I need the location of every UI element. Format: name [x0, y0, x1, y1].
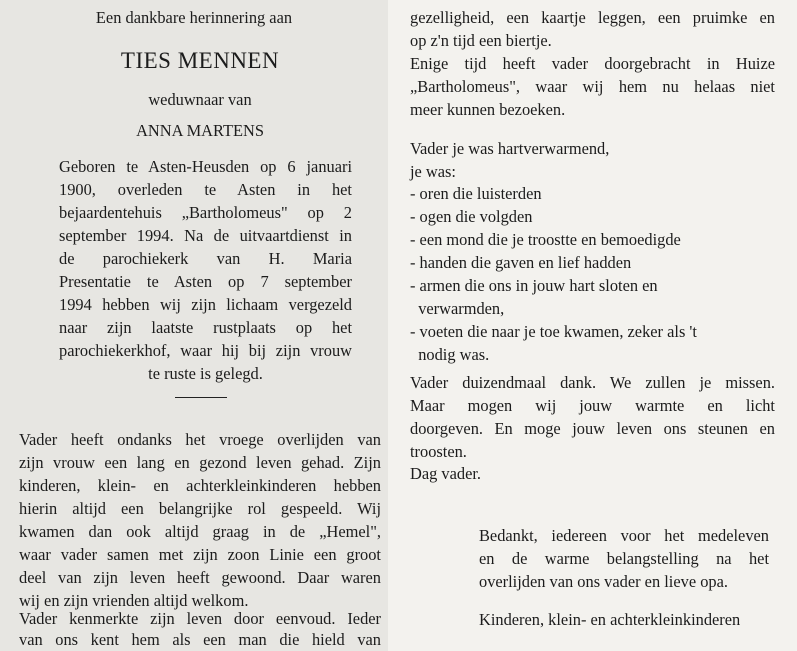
- signature-line: Kinderen, klein- en achterkleinkinderen: [479, 610, 741, 629]
- story-line: waar vader samen met zijn zoon Linie een groot: [19, 545, 381, 564]
- bio-line: te ruste is gelegd.: [148, 364, 263, 383]
- closing-line: overlijden van ons vader en lieve opa.: [479, 572, 728, 591]
- bio-line: bejaardentehuis „Bartholomeus" op 2: [59, 203, 352, 222]
- story-line: deel van zijn leven heeft gewoond. Daar waren: [19, 568, 381, 587]
- continued-line: gezelligheid, een kaartje leggen, een pruimke en: [410, 8, 775, 27]
- continued-line: Enige tijd heeft vader doorgebracht in Huize: [410, 54, 775, 73]
- deceased-name: TIES MENNEN: [120, 48, 280, 73]
- story-line: Vader heeft ondanks het vroege overlijden van: [19, 430, 381, 449]
- poem-line: - een mond die je troostte en bemoedigde: [410, 230, 681, 249]
- story-line: kinderen, klein- en achterkleinkinderen hebben: [19, 476, 381, 495]
- poem-line: - ogen die volgden: [410, 207, 533, 226]
- bio-line: Geboren te Asten-Heusden op 6 januari: [59, 157, 352, 176]
- bio-line: september 1994. Na de uitvaartdienst in: [59, 226, 352, 245]
- poem-line: - armen die ons in jouw hart sloten en: [410, 276, 658, 295]
- story-line: hierin altijd een belangrijke rol gespeeld. Wij: [19, 499, 381, 518]
- poem-line: Vader je was hartverwarmend,: [410, 139, 610, 158]
- bio-line: 1900, overleden te Asten in het: [59, 180, 352, 199]
- continued-line: meer kunnen bezoeken.: [410, 100, 566, 119]
- bio-line: naar zijn laatste rustplaats op het: [59, 318, 352, 337]
- closing-line: Bedankt, iedereen voor het medeleven: [479, 526, 769, 545]
- spouse-name: ANNA MARTENS: [136, 121, 264, 140]
- thanks-line: Vader duizendmaal dank. We zullen je missen.: [410, 373, 775, 392]
- closing-line: en de warme belangstelling na het: [479, 549, 769, 568]
- poem-line: - oren die luisterden: [410, 184, 542, 203]
- thanks-line: Dag vader.: [410, 464, 481, 483]
- thanks-line: troosten.: [410, 442, 467, 461]
- bio-line: parochiekerkhof, waar hij bij zijn vrouw: [59, 341, 352, 360]
- story-line: zijn vrouw een lang en gezond leven gehad. Zijn: [19, 453, 381, 472]
- left-column: [0, 0, 388, 651]
- poem-line: - voeten die naar je toe kwamen, zeker als 't: [410, 322, 697, 341]
- poem-line: nodig was.: [410, 345, 490, 364]
- poem-line: verwarmden,: [410, 299, 505, 318]
- thanks-line: Maar mogen wij jouw warmte en licht: [410, 396, 775, 415]
- continued-line: op z'n tijd een biertje.: [410, 31, 552, 50]
- separator-rule: [175, 397, 227, 398]
- right-column: [388, 0, 797, 651]
- thanks-line: doorgeven. En moge jouw leven ons steunen en: [410, 419, 775, 438]
- bio-line: de parochiekerk van H. Maria: [59, 249, 352, 268]
- continued-line: „Bartholomeus", waar wij hem nu helaas niet: [410, 77, 775, 96]
- intro-line: Een dankbare herinnering aan: [95, 8, 293, 27]
- widower-of-line: weduwnaar van: [148, 90, 252, 109]
- poem-line: - handen die gaven en lief hadden: [410, 253, 632, 272]
- story-line: van ons kent hem als een man die hield van: [19, 630, 381, 649]
- poem-line: je was:: [410, 162, 456, 181]
- bio-line: 1994 hebben wij zijn lichaam vergezeld: [59, 295, 352, 314]
- story-line: Vader kenmerkte zijn leven door eenvoud. Ieder: [19, 609, 381, 628]
- story-line: wij en zijn vrienden altijd welkom.: [19, 591, 249, 610]
- story-line: kwamen dan ook altijd graag in de „Hemel",: [19, 522, 381, 541]
- bio-line: Presentatie te Asten op 7 september: [59, 272, 352, 291]
